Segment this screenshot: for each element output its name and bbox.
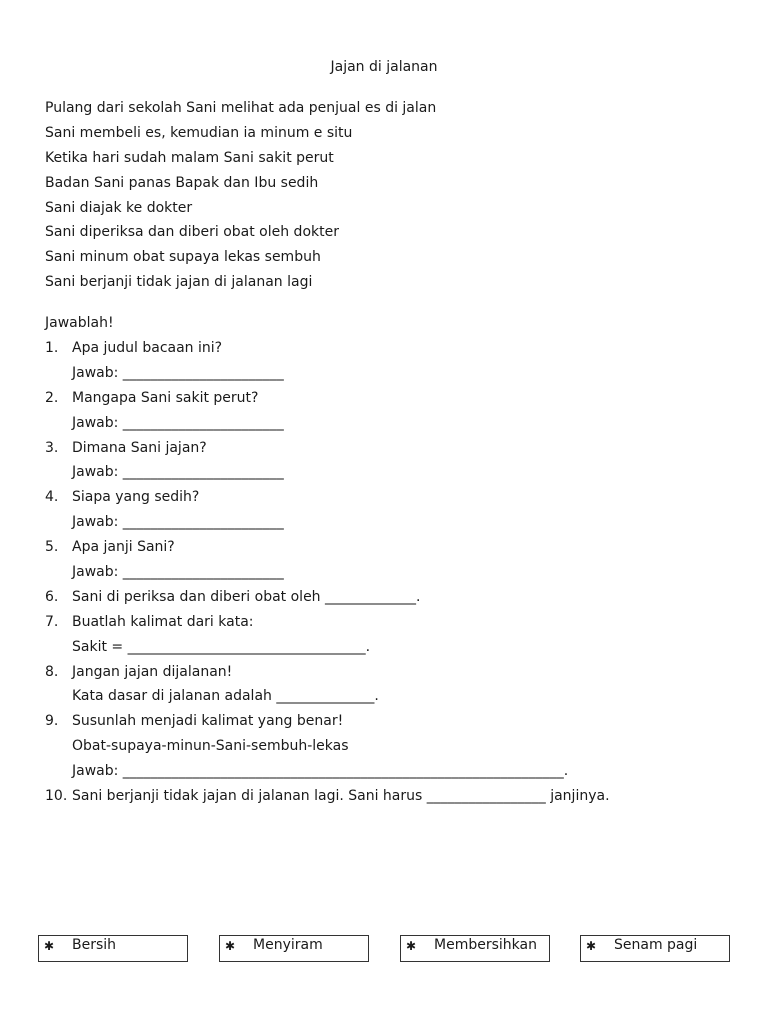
story-line: Sani berjanji tidak jajan di jalanan lagi [45,274,313,291]
option-label: Senam pagi [614,937,698,953]
story-line: Sani minum obat supaya lekas sembuh [45,249,321,266]
option-label: Membersihkan [434,937,537,953]
question-text: Apa judul bacaan ini? [72,340,223,356]
question-text: Siapa yang sedih? [72,489,200,506]
question-number: 6. [45,588,59,605]
question-text: Apa janji Sani? [72,539,175,556]
question-text: Sani di periksa dan diberi obat oleh _____________. [72,588,421,605]
answer-line: Jawab: _______________________ [72,564,284,581]
option-box [400,935,550,962]
asterisk-icon: ✱ [225,939,236,953]
answer-line: Jawab: _______________________ [72,464,284,481]
answer-line: Jawab: _______________________ [72,364,284,381]
question-number: 1. [45,340,59,356]
story-line: Sani diperiksa dan diberi obat oleh dokter [45,224,339,241]
question-number: 8. [45,663,59,680]
story-text [45,98,436,297]
instruction: Jawablah! [45,315,114,331]
answer-line: Jawab: _______________________ [72,414,284,431]
question-number: 5. [45,539,59,556]
question-text: Buatlah kalimat dari kata: [72,613,254,630]
answer-line: Kata dasar di jalanan adalah ______________. [72,688,379,705]
asterisk-icon: ✱ [586,939,597,953]
question-text: Mangapa Sani sakit perut? [72,389,259,406]
question-text: Sani berjanji tidak jajan di jalanan lagi. Sani harus _________________ janjinya. [72,788,610,805]
option-label: Bersih [72,937,117,953]
answer-options [0,935,768,962]
question-text: Dimana Sani jajan? [72,439,207,456]
question-text: Susunlah menjadi kalimat yang benar! [72,713,344,730]
question-number: 7. [45,613,59,630]
asterisk-icon: ✱ [44,939,55,953]
question-text: Jangan jajan dijalanan! [72,663,233,680]
story-line: Pulang dari sekolah Sani melihat ada penjual es di jalan [45,100,437,116]
story-line: Sani diajak ke dokter [45,199,193,216]
document-title: Jajan di jalanan [330,59,438,75]
answer-line: Jawab: _______________________ [72,514,284,531]
question-number: 2. [45,389,59,406]
answer-line: Sakit = __________________________________. [72,638,371,655]
option-box [38,935,188,962]
option-box [580,935,730,962]
question-number: 10. [45,788,68,805]
story-line: Ketika hari sudah malam Sani sakit perut [45,149,334,166]
question-number: 3. [45,439,59,456]
story-line: Badan Sani panas Bapak dan Ibu sedih [45,174,319,191]
answer-line: Jawab: _______________________________________________________________. [72,763,569,780]
answer-line: Obat-supaya-minun-Sani-sembuh-lekas [72,738,349,755]
question-number: 9. [45,713,59,730]
option-box [219,935,369,962]
asterisk-icon: ✱ [406,939,417,953]
question-number: 4. [45,489,59,506]
story-line: Sani membeli es, kemudian ia minum e situ [45,124,353,141]
option-label: Menyiram [253,937,323,953]
